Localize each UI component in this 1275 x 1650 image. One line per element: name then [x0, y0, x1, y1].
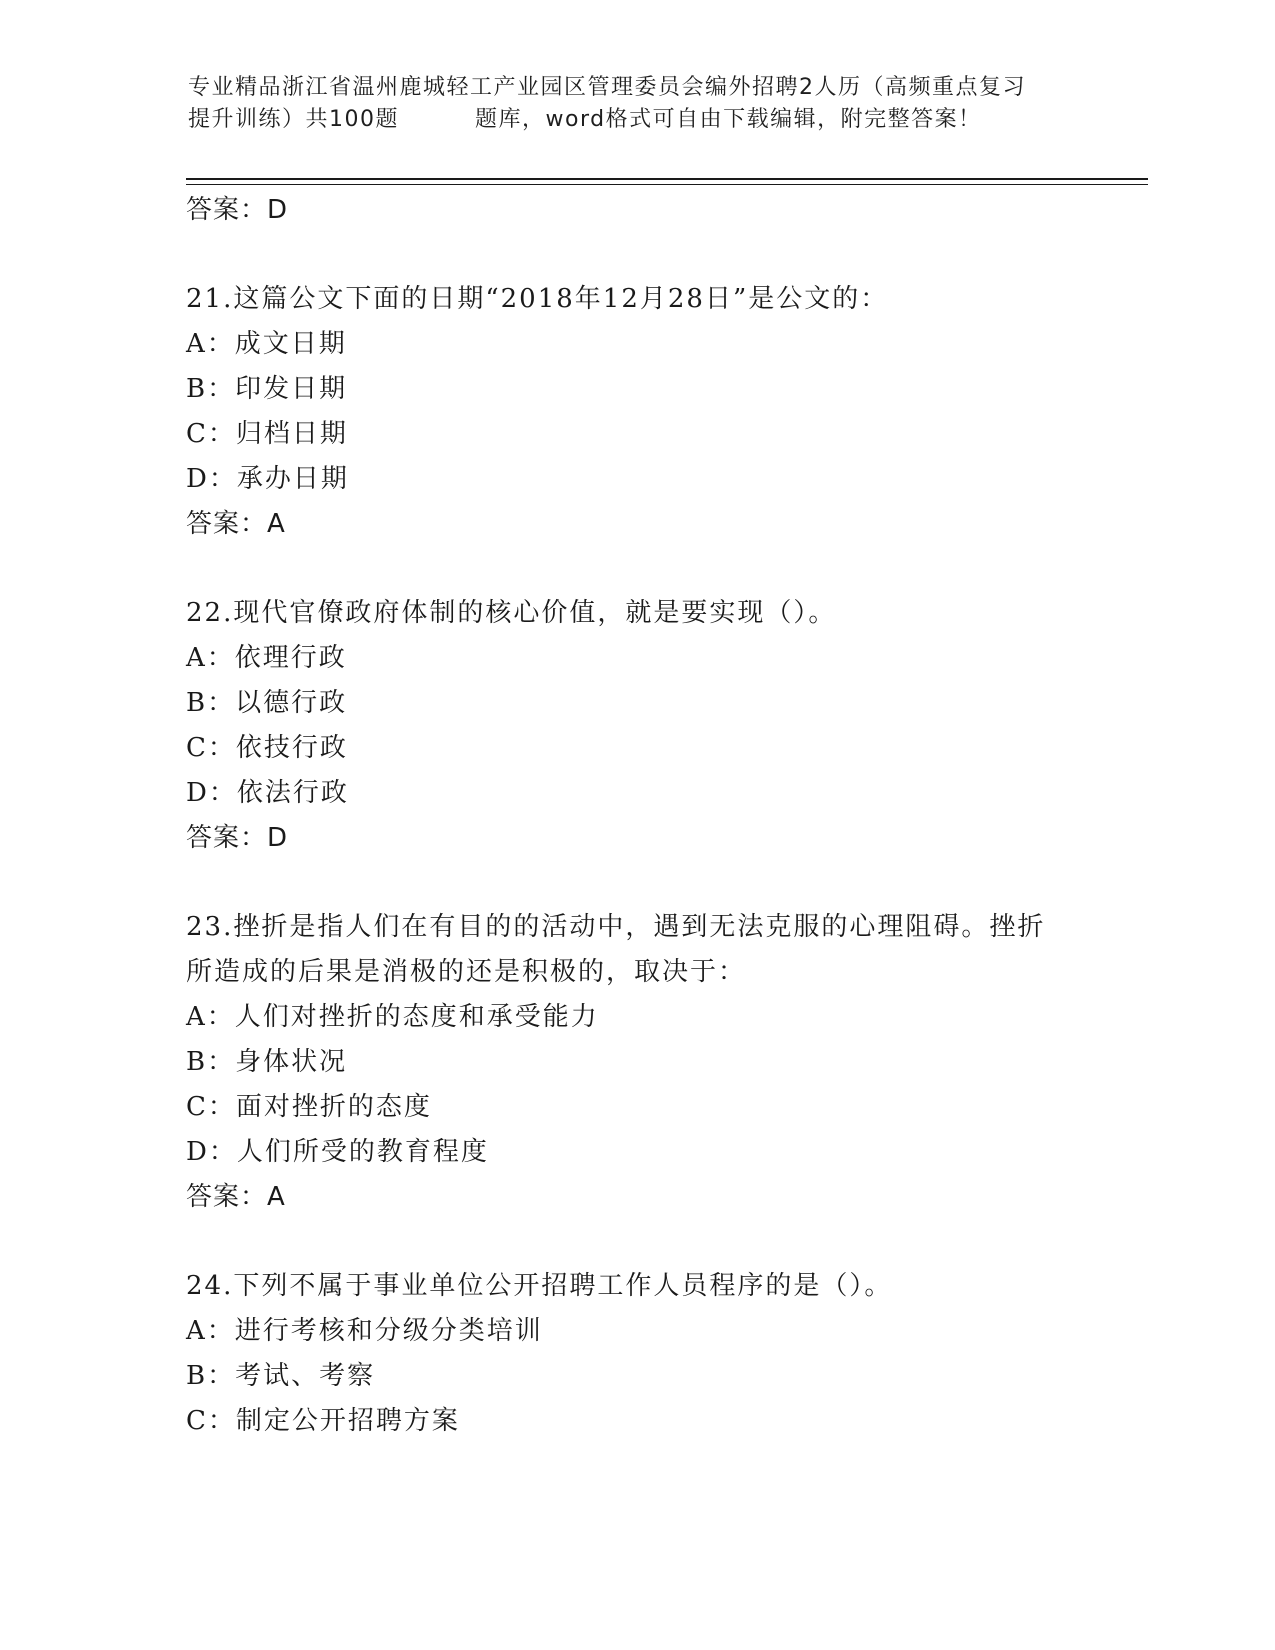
- option-a: A：人们对挫折的态度和承受能力: [186, 1002, 599, 1032]
- option-b: B：以德行政: [186, 688, 348, 718]
- option-b: B：印发日期: [186, 374, 348, 404]
- option-c: C：制定公开招聘方案: [186, 1406, 460, 1436]
- header-line-2-part-1: 提升训练）共100题: [188, 107, 399, 132]
- answer: 答案：A: [186, 1182, 286, 1212]
- page-header: [188, 72, 1088, 136]
- option-a: A：依理行政: [186, 643, 347, 673]
- question-21: [186, 277, 1086, 547]
- question-24: [186, 1264, 1086, 1444]
- question-stem: 24.下列不属于事业单位公开招聘工作人员程序的是（）。: [186, 1271, 893, 1301]
- header-rule-thin: [186, 184, 1148, 185]
- option-c: C：归档日期: [186, 419, 348, 449]
- answer: 答案：A: [186, 509, 286, 539]
- question-23: [186, 905, 1086, 1220]
- question-stem: 22.现代官僚政府体制的核心价值，就是要实现（）。: [186, 598, 837, 628]
- question-stem-line-2: 所造成的后果是消极的还是积极的，取决于：: [186, 957, 747, 987]
- option-c: C：面对挫折的态度: [186, 1092, 432, 1122]
- question-stem-line-1: 23.挫折是指人们在有目的的活动中，遇到无法克服的心理阻碍。挫折: [186, 912, 1046, 942]
- previous-answer: 答案：D: [186, 195, 289, 225]
- question-stem: 21.这篇公文下面的日期“2018年12月28日”是公文的：: [186, 284, 889, 314]
- document-body: [186, 188, 1086, 1444]
- question-22: [186, 591, 1086, 861]
- option-a: A：成文日期: [186, 329, 347, 359]
- option-b: B：身体状况: [186, 1047, 348, 1077]
- option-a: A：进行考核和分级分类培训: [186, 1316, 543, 1346]
- answer: 答案：D: [186, 823, 289, 853]
- option-d: D：人们所受的教育程度: [186, 1137, 489, 1167]
- option-c: C：依技行政: [186, 733, 348, 763]
- option-d: D：承办日期: [186, 464, 349, 494]
- header-rule-thick: [186, 178, 1148, 180]
- header-line-2-part-2: 题库，word格式可自由下载编辑，附完整答案！: [475, 107, 982, 132]
- option-d: D：依法行政: [186, 778, 349, 808]
- header-line-1: 专业精品浙江省温州鹿城轻工产业园区管理委员会编外招聘2人历（高频重点复习: [188, 75, 1026, 100]
- header-line-2: [188, 104, 1088, 136]
- option-b: B：考试、考察: [186, 1361, 376, 1391]
